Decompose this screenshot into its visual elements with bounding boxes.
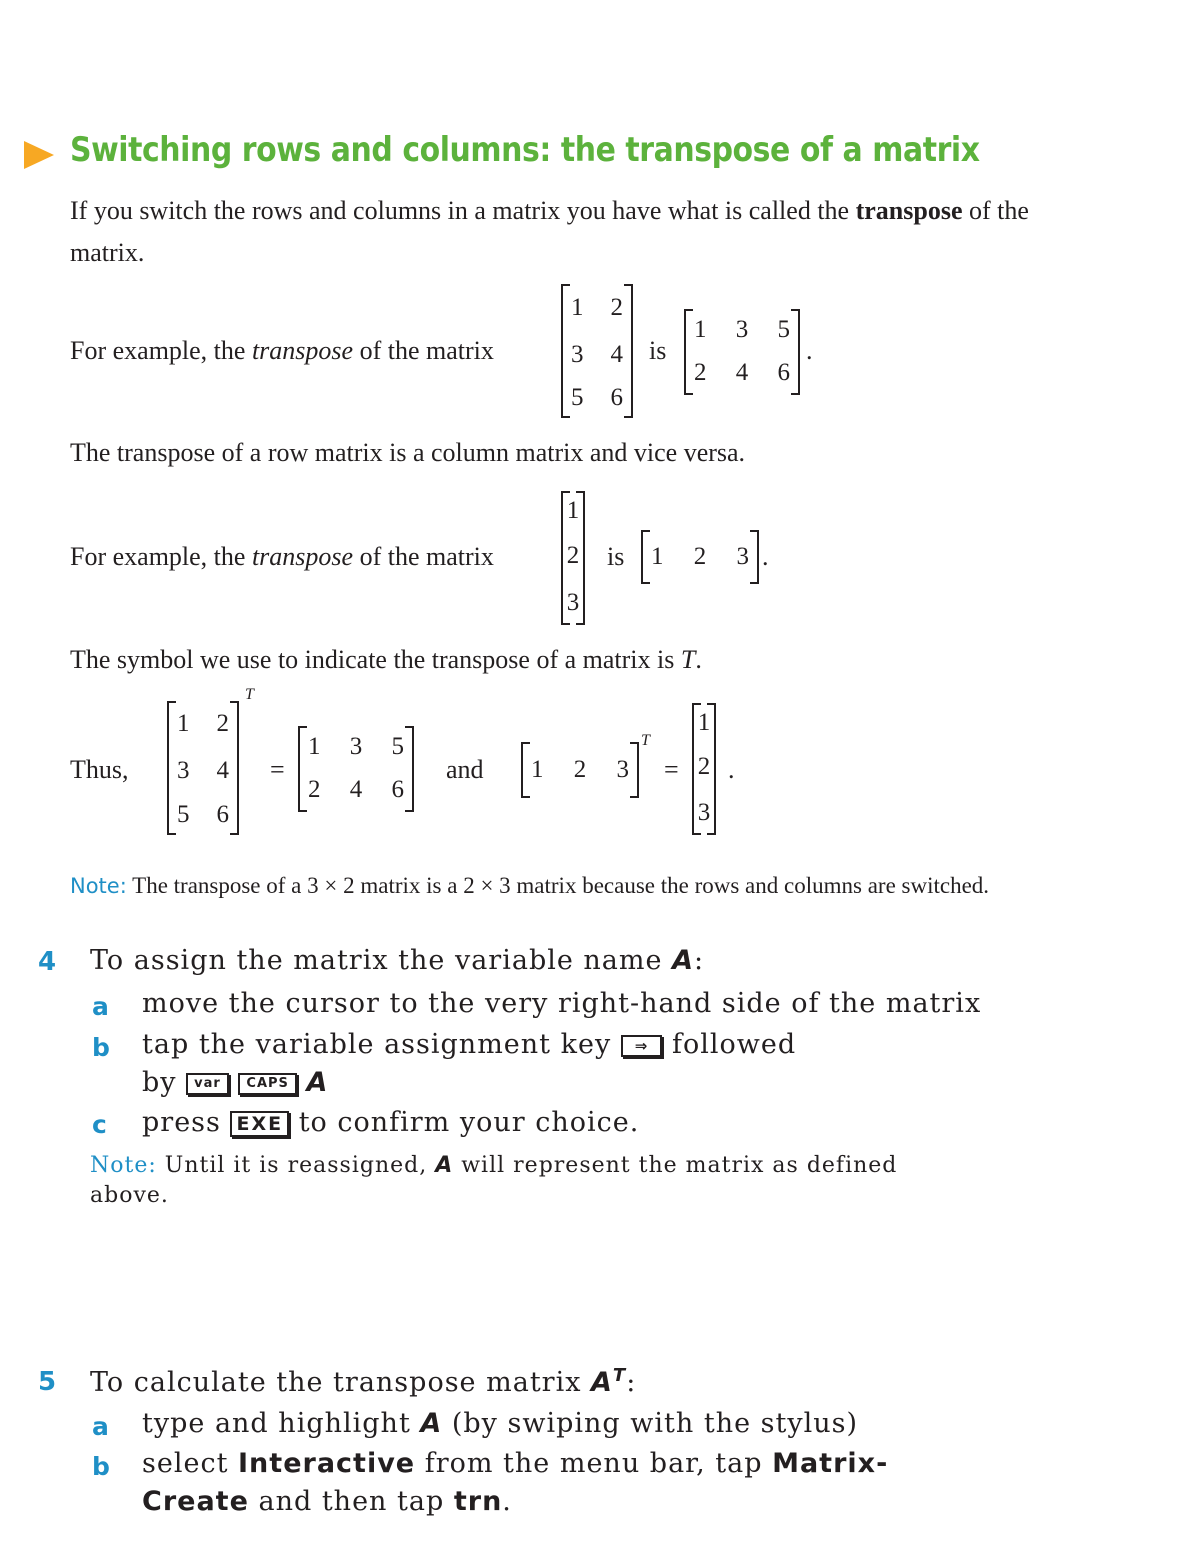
caps-key-icon: CAPS (238, 1073, 297, 1095)
step-4-note: Note: Until it is reassigned, A will represent the matrix as defined (90, 1153, 898, 1178)
step-4a-letter: a (92, 992, 109, 1021)
thus-equals-2: = (664, 755, 679, 784)
example2-row-matrix: 1 2 3 (641, 530, 759, 584)
step-4c-text: press EXE to confirm your choice. (142, 1107, 640, 1138)
step-4-title: To assign the matrix the variable name A: (90, 945, 705, 976)
step-4b-text: tap the variable assignment key ⇒ followed (142, 1029, 797, 1060)
step-5b-text-2: Create and then tap trn. (142, 1486, 512, 1517)
thus-sup-1: T (245, 686, 254, 703)
example1-is: is (649, 336, 667, 365)
example2-sentence: For example, the transpose of the matrix (70, 542, 494, 571)
step-4b-letter: b (92, 1033, 110, 1062)
symbol-sentence: The symbol we use to indicate the transpose of a matrix is T. (70, 645, 702, 674)
example1-matrix-2x3: 1 3 5 2 4 6 (684, 309, 800, 395)
step-5-number: 5 (38, 1367, 57, 1397)
step-5b-text: select Interactive from the menu bar, tap Matrix- (142, 1448, 889, 1479)
row-column-sentence: The transpose of a row matrix is a column matrix and vice versa. (70, 438, 746, 467)
step-5a-text: type and highlight A (by swiping with the stylus) (142, 1408, 859, 1439)
step-5a-letter: a (92, 1412, 109, 1441)
thus-sup-2: T (641, 732, 650, 749)
thus-matrix-2x3: 1 3 5 2 4 6 (298, 726, 414, 812)
thus-row-matrix: 1 2 3 (521, 742, 639, 798)
note-1: Note: The transpose of a 3 × 2 matrix is a 2 × 3 matrix because the rows and columns are switched. (70, 873, 990, 898)
thus-matrix-3x2: 1 2 3 4 5 6 (167, 701, 239, 835)
step-4a-text: move the cursor to the very right-hand side of the matrix (142, 988, 982, 1019)
example1-matrix-3x2: 1 2 3 4 5 6 (561, 284, 633, 418)
step-4b-text-2: by var CAPS A (142, 1067, 329, 1098)
step-5-title: To calculate the transpose matrix $A^T$: (90, 1365, 637, 1398)
thus-equals-1: = (270, 755, 285, 784)
section-arrow-icon (24, 141, 54, 169)
example2-is: is (607, 542, 625, 571)
intro-line-1: If you switch the rows and columns in a matrix you have what is called the transpose of the (70, 196, 1029, 225)
step-4-note-2: above. (90, 1183, 169, 1208)
example2-period: . (762, 542, 769, 571)
section-heading: Switching rows and columns: the transpose of a matrix (70, 130, 980, 170)
step-5b-letter: b (92, 1452, 110, 1481)
var-key-icon: var (186, 1073, 229, 1095)
thus-period: . (728, 755, 735, 784)
step-4c-letter: c (92, 1110, 107, 1139)
thus-column-matrix: 1 2 3 (692, 703, 716, 835)
example1-period: . (806, 336, 813, 365)
step-4-number: 4 (38, 947, 57, 977)
example2-column-matrix: 1 2 3 (561, 491, 585, 625)
assign-key-icon: ⇒ (621, 1035, 663, 1057)
thus-label: Thus, (70, 755, 129, 784)
exe-key-icon: EXE (230, 1111, 289, 1137)
intro-line-2: matrix. (70, 238, 145, 267)
example1-sentence: For example, the transpose of the matrix (70, 336, 494, 365)
thus-and: and (446, 755, 484, 784)
